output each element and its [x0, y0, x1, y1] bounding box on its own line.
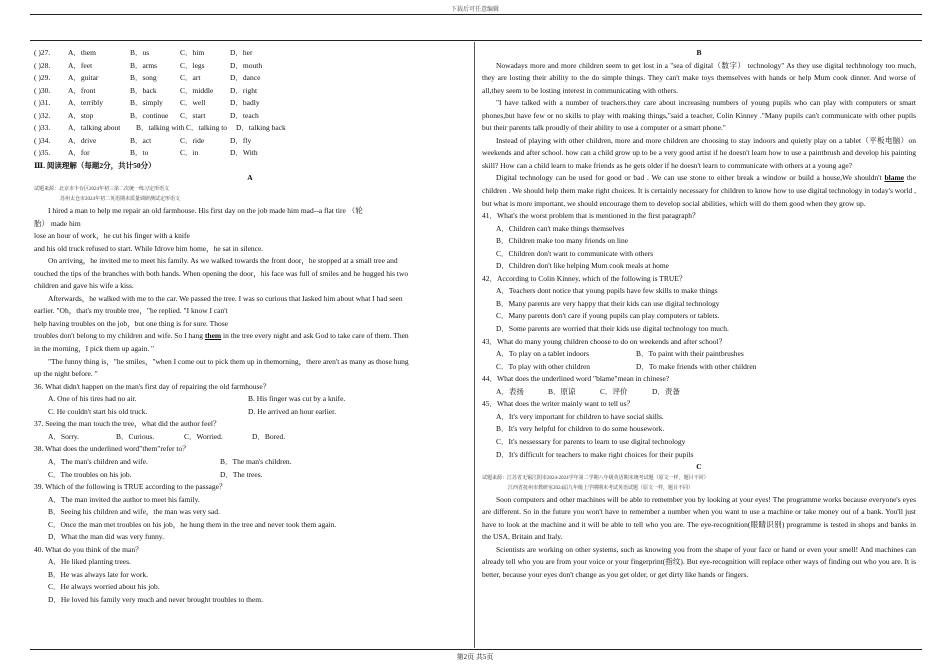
- cloze-row: [34, 85, 466, 98]
- answer-option: A．表扬: [496, 386, 524, 396]
- question-stem: 41．What's the worst problem that is mentioned in the first paragraph？: [482, 211, 700, 221]
- answer-option: B．To paint with their paintbrushes: [636, 349, 744, 359]
- page-header-note: 下载后可任意编辑: [450, 7, 499, 13]
- cloze-option: A．terribly: [68, 98, 103, 108]
- paragraph: Nowadays more and more children seem to get lost in a "sea of digital（数字） technology" As they use digital techhnology too much, they are losting their ability to the do simple things. They can't make toys themselves with hands or help Mum cook dinner. And worse of all,they seem to be losting interest in communicating with others.: [482, 60, 916, 95]
- passage-b-letter: B: [696, 48, 702, 57]
- text-line: Afterwards，he walked with me to the car. We passed the tree. I was so curious that Iasked him about what I had seen: [48, 293, 403, 303]
- paragraph: Instead of playing with other children, more and more children are choosing to stay indoors and quietly play on a tablet（平板电脑）on weekends and after school. how can a child grow up to be a very good artist if he doesn't learn how to use a paintbrush and develop his painting skill? How can a child learn to make friends as he gets older if he doesn't learn to communicate with others at a young age?: [482, 135, 916, 170]
- answer-option: D. He arrived an hour earlier.: [248, 406, 337, 416]
- answer-option: A．Children can't make things themselves: [496, 223, 625, 233]
- answer-option: D．It's difficult for teachers to make right choices for their pupils: [496, 449, 694, 459]
- answer-option: A．He liked planting trees.: [48, 557, 131, 567]
- cloze-options: [34, 47, 466, 160]
- cloze-option: D．fly: [230, 135, 252, 145]
- cloze-option: B．to: [130, 148, 149, 158]
- text-span: in the tree every night and ask God to take care of them. Then: [221, 331, 409, 341]
- text-line: in the morning，I pick them up again. ": [34, 344, 155, 354]
- answer-option: D．Bored.: [252, 431, 286, 441]
- text-line: On arriving，he invited me to meet his family. As we walked towards the front door，he stopped at a small tree and: [48, 256, 398, 266]
- cloze-row: [34, 47, 466, 60]
- text-line: up the night before. ": [34, 369, 98, 379]
- question-stem: 43．What do many young children choose to do on weekends and after school？: [482, 336, 727, 346]
- right-column: [482, 47, 916, 581]
- cloze-row: [34, 122, 466, 135]
- cloze-row: [34, 135, 466, 148]
- source-note: 苏州太仓市2024年初二英语期末质量调研测试定形语文: [60, 197, 181, 203]
- answer-option: C．Many parents don't care if young pupils can play computers or tablets.: [496, 311, 720, 321]
- question-number: ( )32.: [34, 110, 51, 120]
- text-line: 胎） made him: [34, 218, 81, 228]
- cloze-option: C．art: [180, 73, 201, 83]
- question-stem: 40. What do you think of the man？: [34, 544, 143, 554]
- source-note: 江西省抚州市教研室2024届九年级上学期期末考试英语试题（原文一样，题目不同）: [508, 485, 694, 491]
- passage-c-letter: C: [696, 462, 702, 472]
- paragraph: "I have talked with a number of teachers.they care about increasing numbers of young pupils who can play with computers or smart phones,but have few or no skills to play with making things,"said a teacher, Colin Kinney ."Many pupils can't communicate with other pupils but their parents talk proudly of their ability to use a computer or a smart phone.": [482, 98, 916, 133]
- text-line: lose an hour of work，he cut his finger with a knife: [34, 231, 190, 241]
- answer-option: C．评价: [600, 386, 628, 396]
- question-number: ( )27.: [34, 48, 51, 57]
- answer-option: D．He loved his family very much and never brought troubles to them.: [48, 594, 263, 604]
- answer-option: D．Children don't like helping Mum cook meals at home: [496, 261, 669, 271]
- option-row: [34, 469, 466, 482]
- question-number: ( )31.: [34, 98, 51, 108]
- cloze-option: C．in: [180, 148, 199, 158]
- option-row: [34, 406, 466, 419]
- cloze-option: D．badly: [230, 98, 260, 108]
- answer-option: C．Children don't want to communicate with others: [496, 248, 654, 258]
- cloze-option: A．front: [68, 85, 96, 95]
- paragraph: [482, 172, 916, 210]
- question-stem: 38. What does the underlined word"them"refer to？: [34, 444, 190, 454]
- question-stem: 39. Which of the following is TRUE according to the passage？: [34, 482, 227, 492]
- answer-option: B．Seeing his children and wife，the man was very sad.: [48, 507, 220, 517]
- answer-option: A. One of his tires had no air.: [48, 394, 137, 404]
- cloze-row: [34, 147, 466, 160]
- answer-option: B．Many parents are very happy that their kids can use digital technology: [496, 298, 720, 308]
- text-line: children and gave his wife a kiss.: [34, 281, 134, 291]
- answer-option: B．He was always late for work.: [48, 569, 148, 579]
- answer-option: B．It's very helpful for children to do some housework.: [496, 424, 665, 434]
- option-row: [34, 431, 466, 444]
- underlined-word-them: them: [204, 331, 222, 341]
- page-number: 第2页 共5页: [456, 653, 494, 661]
- answer-option: A．It's very important for children to have social skills.: [496, 411, 664, 421]
- cloze-option: B．act: [130, 135, 152, 145]
- text-span: troubles don't belong to my children and wife. So I hang: [34, 331, 205, 341]
- cloze-option: D．mouth: [230, 60, 263, 70]
- text-line: earlier. "Oh，that's my trouble tree，"he replied. "I know I can't: [34, 306, 228, 316]
- cloze-option: A．guitar: [68, 73, 99, 83]
- cloze-option: B．us: [130, 48, 150, 57]
- cloze-row: [34, 97, 466, 110]
- cloze-option: D．teach: [230, 110, 259, 120]
- passage-a-questions: [34, 381, 466, 607]
- answer-option: B．Children make too many friends on line: [496, 236, 629, 246]
- question-stem: 45．What does the writer mainly want to tell us？: [482, 399, 635, 409]
- question-number: ( )30.: [34, 85, 51, 95]
- text-span: the children . We should help them make right choices. It is certainly necessary for children to know how to use digital technology in today's world , but what is more important, we should encourage them to develop social abilities, which will do them good when they grow up.: [482, 173, 916, 208]
- answer-option: D．Some parents are worried that their kids use digital technology too much.: [496, 324, 729, 334]
- passage-a-text: [34, 205, 466, 381]
- answer-option: C．It's nessessary for parents to learn to use digital technology: [496, 436, 686, 446]
- question-number: ( )29.: [34, 73, 51, 83]
- question-stem: 37. Seeing the man touch the tree，what did the author feel？: [34, 419, 221, 429]
- answer-option: B．Curious.: [116, 431, 155, 441]
- answer-option: B. His finger was cut by a knife.: [248, 394, 346, 404]
- passage-a-letter: A: [247, 173, 253, 183]
- text-line: [34, 330, 466, 343]
- answer-option: A．The man invited the author to meet his family.: [48, 494, 200, 504]
- answer-option: C．To play with other children: [496, 361, 591, 371]
- cloze-option: A．stop: [68, 110, 94, 120]
- question-stem: 42．According to Colin Kinney, which of the following is TRUE？: [482, 273, 687, 283]
- answer-option: B．原谅: [548, 386, 576, 396]
- cloze-option: C．start: [180, 110, 206, 120]
- text-span: Digital technology can be used for good or bad . We can use stone to either break a window or build a house,We shouldn't: [496, 173, 885, 183]
- left-column: [34, 47, 466, 607]
- cloze-option: A．drive: [68, 135, 97, 145]
- column-divider: [474, 42, 475, 648]
- question-number: ( )34.: [34, 135, 51, 145]
- cloze-option: C．well: [180, 98, 206, 108]
- cloze-option: D．talking back: [236, 123, 286, 133]
- option-row: [482, 386, 916, 399]
- source-note: 试题来源：江苏省无锡江阴市2024-2024学年第二学期八年级英语期末统考试题（原文一样，题目不同）: [482, 475, 709, 481]
- answer-option: C．He always worried about his job.: [48, 582, 160, 592]
- cloze-option: B．back: [130, 85, 157, 95]
- cloze-option: A．them: [68, 48, 96, 57]
- text-line: I hired a man to help me repair an old farmhouse. His first day on the job made him mad--a flat tire （轮: [48, 206, 363, 216]
- section-title: Ⅲ. 阅读理解（每题2分，共计50分）: [34, 160, 156, 170]
- answer-option: C．The troubles on his job.: [48, 469, 132, 479]
- cloze-row: [34, 110, 466, 123]
- cloze-option: A．for: [68, 148, 90, 158]
- text-line: and his old truck refused to start. While Idrove him home，he sat in silence.: [34, 243, 264, 253]
- text-line: "The funny thing is，"he smiles，"when I come out to pick them up in themorning，there aren't as many as those hung: [48, 356, 409, 366]
- cloze-option: C．him: [180, 48, 205, 57]
- question-number: ( )28.: [34, 60, 51, 70]
- question-number: ( )35.: [34, 148, 51, 158]
- cloze-option: B．continue: [130, 110, 169, 120]
- cloze-option: C．middle: [180, 85, 214, 95]
- option-row: [482, 361, 916, 374]
- cloze-option: D．dance: [230, 73, 261, 83]
- answer-option: A．The man's children and wife.: [48, 456, 148, 466]
- passage-b-questions: [482, 210, 916, 461]
- top-rule: [30, 40, 922, 41]
- cloze-option: D．With: [230, 148, 258, 158]
- question-stem: 36. What didn't happen on the man's first day of repairing the old farmhouse？: [34, 381, 271, 391]
- question-number: ( )33.: [34, 123, 51, 133]
- option-row: [34, 456, 466, 469]
- cloze-option: B．talking with: [136, 123, 185, 133]
- cloze-option: A．feet: [68, 60, 93, 70]
- answer-option: B．The man's children.: [220, 456, 292, 466]
- cloze-option: B．simply: [130, 98, 163, 108]
- text-line: help having troubles on the job，but one thing is for sure. Those: [34, 318, 229, 328]
- answer-option: C. He couldn't start his old truck.: [48, 406, 148, 416]
- cloze-option: D．right: [230, 85, 258, 95]
- paragraph: Soon computers and other machines will be able to remember you by looking at your eyes! The programme works because everyone's eyes are different. So in the future you won't have to remember a number when you want to use a machine or take money out of a bank. You'll just have to look at the machine and it will be able to tell who you are. The eye-recognition(眼睛识别) programme is tested in shops and banks in the USA, Britain and Italy.: [482, 494, 916, 542]
- header-rule: [30, 14, 922, 15]
- answer-option: D．To make friends with other children: [636, 361, 757, 371]
- paragraph: Scientists are working on other systems, such as knowing you from the shape of your face or hand or even your smell! And machines can already tell who you are from your voice or your fingerprint(指纹). But eye-recognition will replace other ways of finding out who you are. It is better, because your eyes don't change as you get older, or get dirty like hands or fingers.: [482, 544, 916, 579]
- cloze-option: A．talking about: [68, 123, 121, 133]
- answer-option: D．The trees.: [220, 469, 263, 479]
- answer-option: C．Once the man met troubles on his job，he hung them in the tree and never took them again.: [48, 519, 337, 529]
- cloze-option: D．her: [230, 48, 253, 57]
- question-stem: 44．What does the underlined word "blame"mean in chinese?: [482, 374, 670, 384]
- underlined-word-blame: blame: [884, 173, 905, 183]
- cloze-option: B．arms: [130, 60, 158, 70]
- cloze-option: B．song: [130, 73, 157, 83]
- cloze-option: C．talking to: [186, 123, 228, 133]
- option-row: [482, 348, 916, 361]
- answer-option: D．责备: [652, 386, 680, 396]
- cloze-row: [34, 60, 466, 73]
- cloze-row: [34, 72, 466, 85]
- source-note: 试题来源：北京市丰台区2024年初三第二次统一练习定形语文: [34, 187, 170, 193]
- text-line: touched the tips of the branches with both hands. When opening the door，his face was full of smiles and he hugged his two: [34, 268, 409, 278]
- option-row: [34, 393, 466, 406]
- cloze-option: C．ride: [180, 135, 205, 145]
- answer-option: A．To play on a tablet indoors: [496, 349, 589, 359]
- answer-option: D．What the man did was very funny.: [48, 532, 164, 542]
- bottom-rule: [30, 649, 922, 650]
- answer-option: C．Worried.: [184, 431, 223, 441]
- answer-option: A．Teachers dont notice that young pupils have few skills to make things: [496, 286, 718, 296]
- answer-option: A．Sorry.: [48, 431, 79, 441]
- cloze-option: C．legs: [180, 60, 205, 70]
